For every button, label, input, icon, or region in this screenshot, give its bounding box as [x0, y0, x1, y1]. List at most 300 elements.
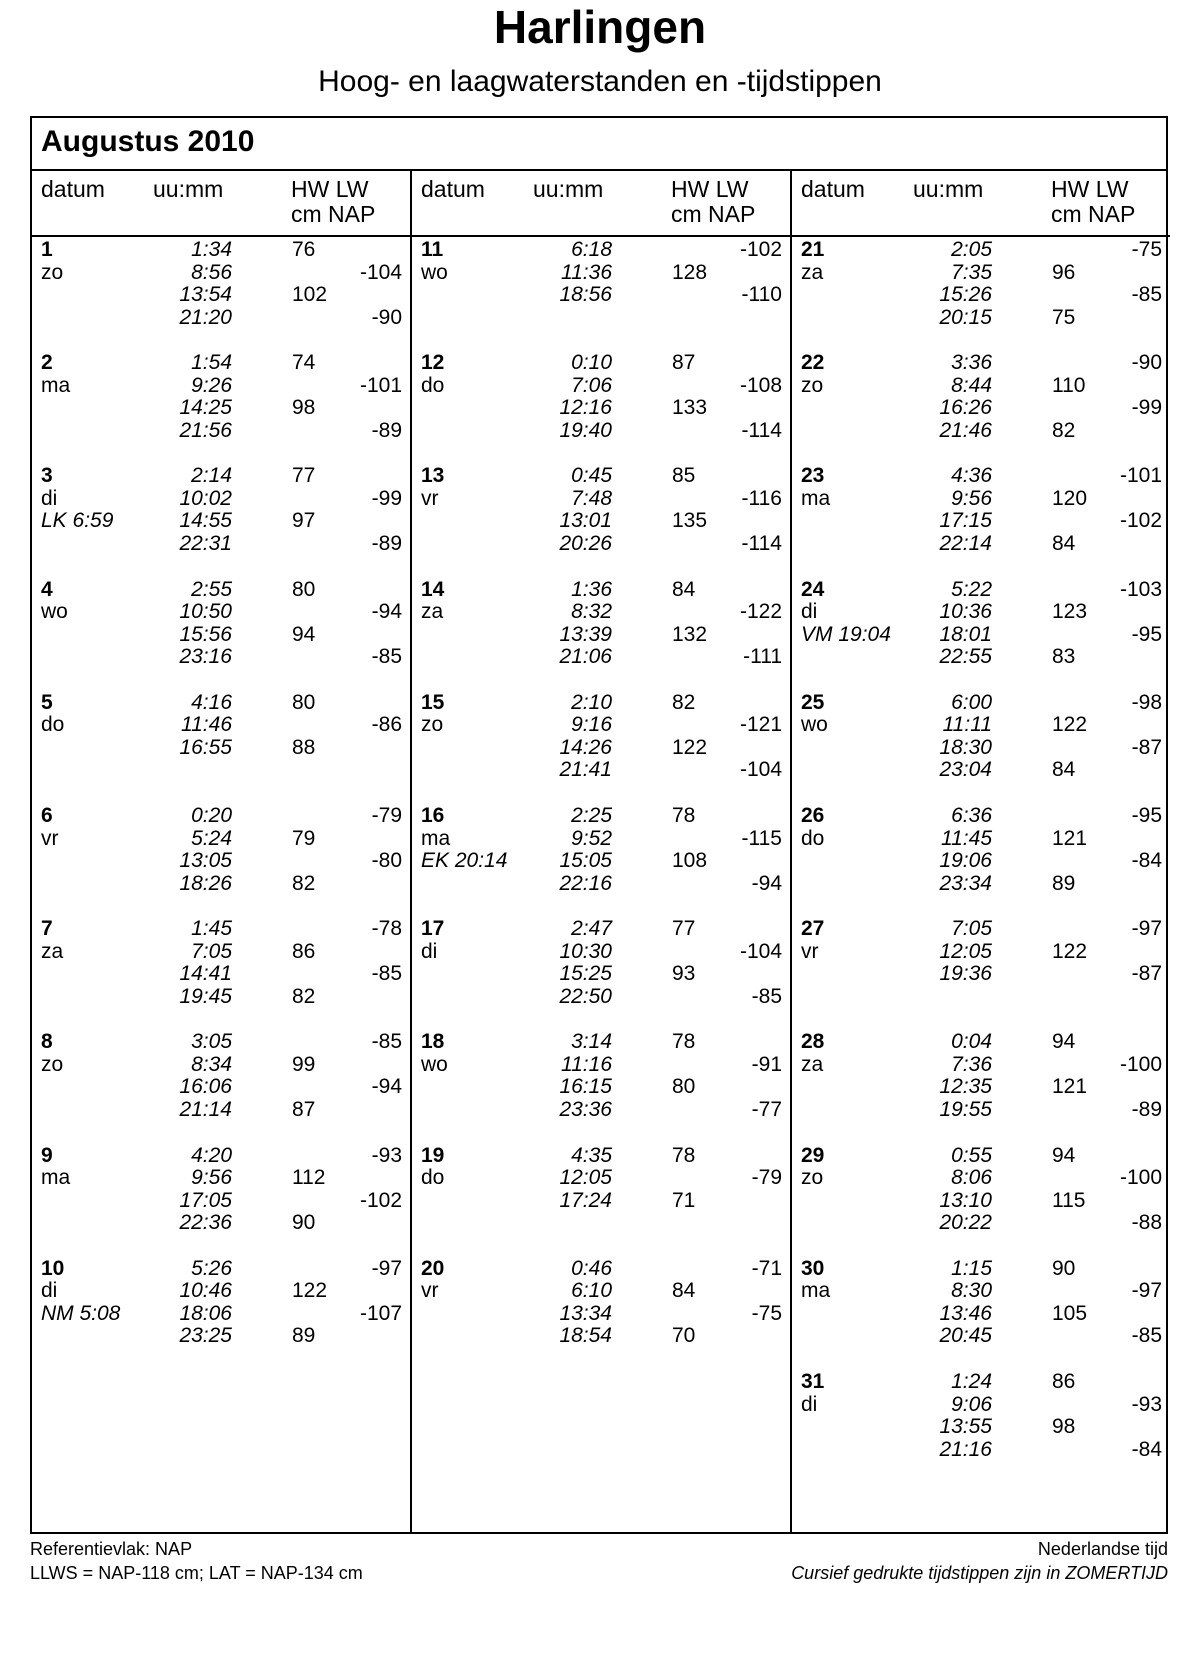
table-row	[412, 828, 790, 851]
day-number: 18	[421, 1030, 445, 1054]
day-number: 30	[801, 1256, 825, 1280]
high-water-level: 71	[672, 1188, 696, 1212]
table-row	[412, 941, 790, 964]
table-row	[412, 533, 790, 556]
tide-entries	[32, 1258, 410, 1348]
tide-time: 12:05	[939, 939, 992, 963]
weekday: za	[421, 600, 444, 624]
low-water-level: -107	[359, 1301, 402, 1325]
weekday: di	[421, 939, 438, 963]
high-water-level: 89	[292, 1324, 316, 1348]
table-row	[32, 533, 410, 556]
tide-time: 13:05	[179, 849, 232, 872]
tide-time: 20:15	[939, 305, 992, 329]
tide-time: 7:35	[951, 260, 992, 284]
low-water-level: -78	[371, 917, 402, 941]
weekday: wo	[421, 1052, 448, 1076]
high-water-level: 82	[1052, 418, 1076, 442]
table-row	[412, 262, 790, 285]
tide-entries	[32, 239, 410, 329]
tide-time: 11:45	[941, 826, 992, 850]
moon-phase-note: NM 5:08	[41, 1301, 121, 1325]
day-block	[32, 1031, 410, 1143]
day-block	[32, 579, 410, 691]
table-row	[32, 579, 410, 602]
day-block	[32, 918, 410, 1030]
tide-time: 10:02	[179, 486, 232, 510]
tide-time: 21:16	[939, 1437, 992, 1461]
table-row	[412, 1303, 790, 1326]
low-water-level: -77	[751, 1097, 782, 1121]
weekday: zo	[421, 713, 444, 737]
high-water-level: 108	[672, 849, 708, 872]
weekday: ma	[41, 1166, 71, 1190]
low-water-level: -111	[743, 645, 782, 669]
tide-time: 10:36	[939, 600, 992, 624]
table-row	[412, 1054, 790, 1077]
day-block	[32, 352, 410, 464]
high-water-level: 82	[292, 984, 316, 1008]
high-water-level: 84	[672, 1279, 696, 1303]
tide-time: 14:55	[179, 509, 232, 533]
high-water-level: 86	[292, 939, 316, 963]
tide-time: 23:34	[939, 871, 992, 895]
day-number: 26	[801, 804, 825, 827]
table-row	[412, 375, 790, 398]
tide-entries	[412, 918, 790, 1008]
table-column-1	[32, 171, 410, 1534]
tide-time: 14:41	[179, 962, 232, 986]
high-water-level: 87	[292, 1097, 316, 1121]
weekday: zo	[41, 260, 64, 284]
table-row	[32, 1031, 410, 1054]
table-row	[412, 805, 790, 828]
high-water-level: 123	[1052, 600, 1088, 624]
low-water-level: -100	[1119, 1166, 1162, 1190]
high-water-level: 90	[1052, 1256, 1076, 1280]
table-row	[792, 1394, 1170, 1417]
table-row	[792, 1212, 1170, 1235]
table-row	[32, 1190, 410, 1213]
high-water-level: 105	[1052, 1301, 1088, 1325]
table-row	[32, 692, 410, 715]
table-row	[792, 873, 1170, 896]
low-water-level: -93	[1131, 1392, 1162, 1416]
day-number: 24	[801, 577, 825, 601]
tide-time: 0:04	[951, 1030, 992, 1054]
month-title: Augustus 2010	[41, 125, 255, 158]
table-row	[412, 1167, 790, 1190]
tide-entries	[792, 1145, 1170, 1235]
tide-time: 23:36	[559, 1097, 612, 1121]
table-row	[32, 1280, 410, 1303]
table-row	[792, 828, 1170, 851]
tide-time: 5:22	[951, 577, 992, 601]
table-row	[792, 1076, 1170, 1099]
table-row	[412, 1258, 790, 1281]
tide-time: 0:46	[571, 1256, 612, 1280]
low-water-level: -115	[741, 826, 782, 850]
page-subtitle: Hoog- en laagwaterstanden en -tijdstippen	[318, 65, 882, 98]
tide-time: 21:20	[179, 305, 232, 329]
tide-time: 13:46	[939, 1301, 992, 1325]
header-time: uu:mm	[913, 176, 984, 202]
tide-time: 0:45	[571, 464, 612, 488]
tide-time: 15:25	[559, 962, 612, 986]
tide-time: 6:00	[951, 690, 992, 714]
tide-entries	[412, 352, 790, 442]
low-water-level: -75	[1131, 238, 1162, 261]
table-row	[32, 941, 410, 964]
table-row	[32, 420, 410, 443]
tide-time: 10:46	[179, 1279, 232, 1303]
table-row	[32, 737, 410, 760]
low-water-level: -71	[751, 1256, 782, 1280]
low-water-level: -114	[741, 531, 782, 555]
table-row	[792, 601, 1170, 624]
table-row	[32, 239, 410, 262]
high-water-level: 80	[292, 577, 316, 601]
table-row	[412, 714, 790, 737]
low-water-level: -85	[751, 984, 782, 1008]
day-block	[32, 1258, 410, 1370]
low-water-level: -102	[1119, 509, 1162, 533]
day-block	[792, 1371, 1170, 1483]
high-water-level: 122	[1052, 713, 1088, 737]
day-number: 4	[41, 577, 53, 601]
day-number: 1	[41, 238, 53, 261]
table-row	[412, 963, 790, 986]
weekday: za	[41, 939, 64, 963]
tide-time: 11:36	[561, 260, 612, 284]
low-water-level: -85	[371, 1030, 402, 1054]
tide-entries	[32, 692, 410, 760]
tide-entries	[32, 1031, 410, 1121]
tide-entries	[32, 352, 410, 442]
low-water-level: -110	[741, 283, 782, 306]
tide-entries	[412, 1031, 790, 1121]
high-water-level: 128	[672, 260, 708, 284]
low-water-level: -84	[1131, 1437, 1162, 1461]
weekday: ma	[421, 826, 451, 850]
high-water-level: 86	[1052, 1370, 1076, 1393]
tide-time: 1:24	[951, 1370, 992, 1393]
moon-phase-note: LK 6:59	[41, 509, 114, 533]
low-water-level: -90	[1131, 351, 1162, 375]
day-block	[792, 352, 1170, 464]
table-row	[32, 646, 410, 669]
day-number: 5	[41, 690, 53, 714]
tide-time: 9:26	[191, 373, 232, 397]
day-number: 14	[421, 577, 445, 601]
table-row	[412, 510, 790, 533]
tide-time: 20:45	[939, 1324, 992, 1348]
high-water-level: 120	[1052, 486, 1088, 510]
table-row	[792, 1439, 1170, 1462]
high-water-level: 80	[672, 1075, 696, 1099]
day-number: 2	[41, 351, 53, 375]
high-water-level: 121	[1052, 1075, 1088, 1099]
column-header	[32, 171, 410, 237]
day-number: 6	[41, 804, 53, 827]
tide-time: 0:55	[951, 1143, 992, 1167]
tide-time: 5:24	[191, 826, 232, 850]
tide-time: 23:16	[179, 645, 232, 669]
tide-time: 8:44	[951, 373, 992, 397]
low-water-level: -108	[739, 373, 782, 397]
tide-time: 0:20	[191, 804, 232, 827]
high-water-level: 112	[292, 1166, 326, 1190]
table-row	[412, 579, 790, 602]
table-row	[32, 1076, 410, 1099]
tide-entries	[792, 1371, 1170, 1461]
tide-time: 21:56	[179, 418, 232, 442]
table-row	[32, 284, 410, 307]
table-row	[32, 918, 410, 941]
tide-entries	[792, 1258, 1170, 1348]
tide-time: 1:45	[191, 917, 232, 941]
table-row	[32, 1054, 410, 1077]
day-block	[32, 239, 410, 351]
tide-time: 18:56	[559, 283, 612, 306]
tide-time: 12:05	[559, 1166, 612, 1190]
weekday: di	[801, 600, 818, 624]
day-block	[412, 918, 790, 1030]
tide-time: 21:14	[179, 1097, 232, 1121]
weekday: ma	[801, 486, 831, 510]
tide-time: 7:06	[571, 373, 612, 397]
tide-time: 6:36	[951, 804, 992, 827]
table-column-3	[790, 171, 1170, 1534]
tide-time: 22:50	[559, 984, 612, 1008]
tide-entries	[792, 918, 1170, 986]
table-row	[792, 759, 1170, 782]
low-water-level: -85	[1131, 1324, 1162, 1348]
tide-entries	[792, 805, 1170, 895]
high-water-level: 85	[672, 464, 696, 488]
table-row	[792, 1031, 1170, 1054]
table-row	[412, 1031, 790, 1054]
header-hw-lw: HW LW	[671, 176, 749, 202]
low-water-level: -93	[371, 1143, 402, 1167]
low-water-level: -85	[1131, 283, 1162, 306]
low-water-level: -89	[371, 418, 402, 442]
table-row	[792, 963, 1170, 986]
tide-time: 20:26	[559, 531, 612, 555]
weekday: di	[801, 1392, 818, 1416]
day-block	[32, 1145, 410, 1257]
low-water-level: -84	[1131, 849, 1162, 872]
header-hw-lw: HW LW	[291, 176, 369, 202]
weekday: do	[41, 713, 65, 737]
table-row	[792, 1099, 1170, 1122]
tide-time: 13:01	[559, 509, 612, 533]
day-number: 12	[421, 351, 445, 375]
low-water-level: -104	[359, 260, 402, 284]
table-row	[792, 805, 1170, 828]
weekday: zo	[801, 1166, 824, 1190]
tide-time: 19:40	[559, 418, 612, 442]
high-water-level: 70	[672, 1324, 696, 1348]
day-number: 23	[801, 464, 825, 488]
day-number: 8	[41, 1030, 53, 1054]
low-water-level: -91	[751, 1052, 782, 1076]
high-water-level: 76	[292, 238, 316, 261]
weekday: wo	[801, 713, 828, 737]
tide-time: 8:06	[951, 1166, 992, 1190]
low-water-level: -94	[371, 600, 402, 624]
table-row	[792, 850, 1170, 873]
tide-time: 2:25	[571, 804, 612, 827]
tide-time: 19:36	[939, 962, 992, 986]
table-row	[792, 284, 1170, 307]
table-row	[792, 510, 1170, 533]
tide-time: 14:25	[179, 396, 232, 420]
tide-time: 23:04	[939, 758, 992, 782]
table-row	[32, 828, 410, 851]
tide-entries	[412, 579, 790, 669]
weekday: do	[421, 373, 445, 397]
low-water-level: -89	[1131, 1097, 1162, 1121]
table-row	[32, 805, 410, 828]
high-water-level: 78	[672, 804, 696, 827]
day-number: 19	[421, 1143, 445, 1167]
header-time: uu:mm	[153, 176, 224, 202]
tide-time: 12:16	[559, 396, 612, 420]
table-row	[412, 1099, 790, 1122]
tide-time: 3:36	[951, 351, 992, 375]
day-number: 28	[801, 1030, 825, 1054]
low-water-level: -114	[741, 418, 782, 442]
tide-time: 1:54	[191, 351, 232, 375]
tide-time: 7:05	[951, 917, 992, 941]
low-water-level: -80	[371, 849, 402, 872]
footer-summertime-note: Cursief gedrukte tijdstippen zijn in ZOMERTIJD	[791, 1563, 1168, 1583]
table-row	[412, 488, 790, 511]
table-row	[792, 262, 1170, 285]
tide-time: 1:34	[191, 238, 232, 261]
table-row	[412, 284, 790, 307]
high-water-level: 82	[672, 690, 696, 714]
column-header	[792, 171, 1170, 237]
low-water-level: -95	[1131, 804, 1162, 827]
day-block	[792, 918, 1170, 1030]
high-water-level: 121	[1052, 826, 1088, 850]
low-water-level: -100	[1119, 1052, 1162, 1076]
table-row	[32, 397, 410, 420]
low-water-level: -94	[371, 1075, 402, 1099]
footer-timezone: Nederlandse tijd	[1037, 1539, 1168, 1559]
table-row	[32, 352, 410, 375]
tide-entries	[32, 1145, 410, 1235]
tide-entries	[792, 239, 1170, 329]
table-row	[32, 262, 410, 285]
tide-entries	[792, 352, 1170, 442]
tide-time: 9:56	[951, 486, 992, 510]
tide-time: 18:01	[939, 622, 992, 646]
high-water-level: 80	[292, 690, 316, 714]
low-water-level: -75	[751, 1301, 782, 1325]
tide-time: 22:36	[179, 1211, 232, 1235]
low-water-level: -87	[1131, 735, 1162, 759]
high-water-level: 94	[1052, 1030, 1076, 1054]
table-row	[792, 737, 1170, 760]
table-row	[412, 918, 790, 941]
high-water-level: 97	[292, 509, 316, 533]
header-hw-lw: HW LW	[1051, 176, 1129, 202]
low-water-level: -122	[739, 600, 782, 624]
moon-phase-note: EK 20:14	[421, 849, 508, 872]
header-cm-nap: cm NAP	[291, 201, 376, 227]
low-water-level: -95	[1131, 622, 1162, 646]
tide-time: 3:05	[191, 1030, 232, 1054]
tide-time: 1:36	[571, 577, 612, 601]
tide-time: 15:05	[559, 849, 612, 872]
table-row	[32, 1325, 410, 1348]
table-column-2	[410, 171, 790, 1534]
table-row	[32, 1258, 410, 1281]
tide-time: 7:05	[191, 939, 232, 963]
tide-time: 7:36	[951, 1052, 992, 1076]
tide-time: 1:15	[951, 1256, 992, 1280]
day-block	[412, 805, 790, 917]
tide-time: 2:14	[191, 464, 232, 488]
tide-time: 6:18	[571, 238, 612, 261]
low-water-level: -88	[1131, 1211, 1162, 1235]
day-block	[792, 465, 1170, 577]
day-block	[792, 805, 1170, 917]
high-water-level: 87	[672, 351, 696, 375]
tide-time: 13:34	[559, 1301, 612, 1325]
table-row	[792, 714, 1170, 737]
table-row	[792, 1325, 1170, 1348]
tide-time: 21:06	[559, 645, 612, 669]
weekday: do	[801, 826, 825, 850]
table-row	[792, 375, 1170, 398]
footer-llws-lat: LLWS = NAP-118 cm; LAT = NAP-134 cm	[30, 1563, 363, 1583]
header-datum: datum	[41, 176, 105, 202]
high-water-level: 84	[1052, 758, 1076, 782]
low-water-level: -103	[1119, 577, 1162, 601]
table-row	[792, 1371, 1170, 1394]
high-water-level: 98	[292, 396, 316, 420]
weekday: ma	[801, 1279, 831, 1303]
day-number: 20	[421, 1256, 445, 1280]
day-block	[412, 1031, 790, 1143]
high-water-level: 88	[292, 735, 316, 759]
tide-time: 11:46	[181, 713, 232, 737]
day-number: 15	[421, 690, 445, 714]
table-row	[792, 420, 1170, 443]
tide-entries	[412, 239, 790, 307]
day-number: 29	[801, 1143, 825, 1167]
high-water-level: 135	[672, 509, 708, 533]
high-water-level: 98	[1052, 1415, 1076, 1438]
high-water-level: 82	[292, 871, 316, 895]
day-number: 17	[421, 917, 445, 941]
tide-time: 17:15	[939, 509, 992, 533]
day-block	[792, 239, 1170, 351]
table-row	[32, 1145, 410, 1168]
tide-time: 10:50	[179, 600, 232, 624]
day-block	[792, 1031, 1170, 1143]
tide-time: 20:22	[939, 1211, 992, 1235]
day-block	[792, 1258, 1170, 1370]
weekday: wo	[41, 600, 68, 624]
table-row	[32, 850, 410, 873]
table-row	[792, 941, 1170, 964]
table-row	[792, 533, 1170, 556]
